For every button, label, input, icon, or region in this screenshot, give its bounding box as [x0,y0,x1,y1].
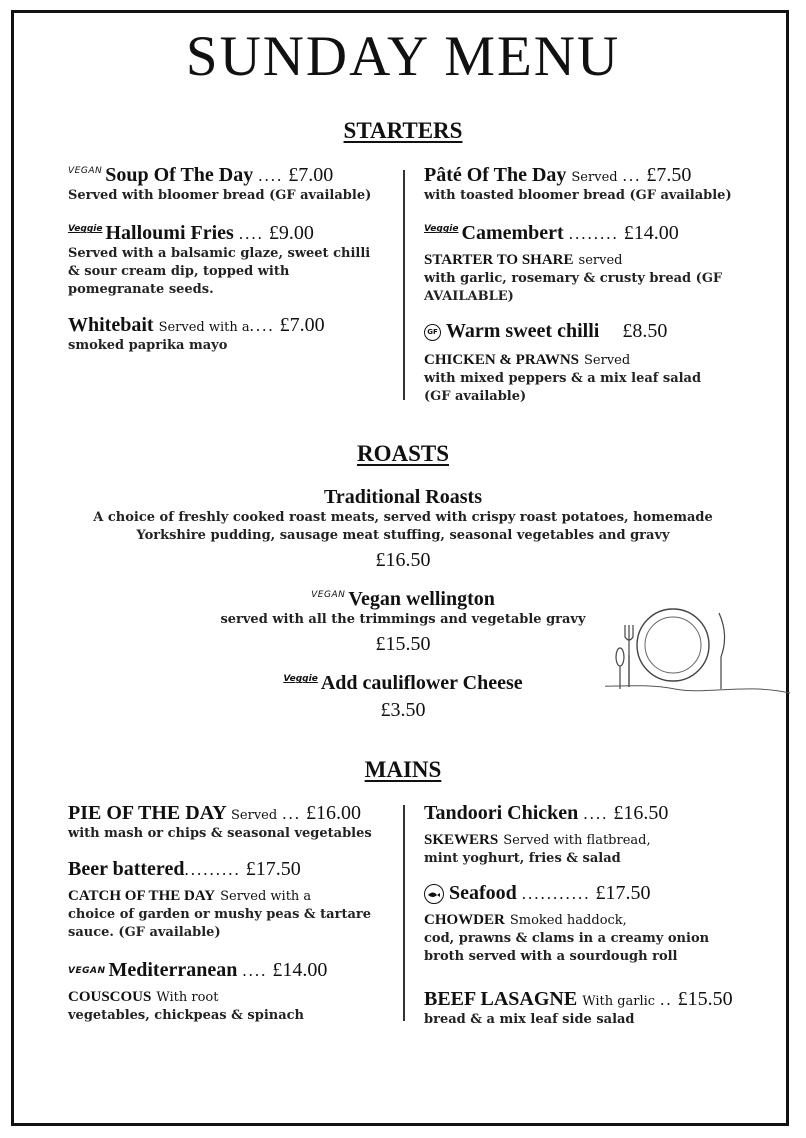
item-description: Served with a balsamic glaze, sweet chilli [68,246,371,261]
item-description: vegetables, chickpeas & spinach [68,1008,304,1023]
item-price: £16.00 [305,802,361,824]
item-price: £9.00 [268,222,314,244]
item-description: smoked paprika mayo [68,338,228,353]
item-description: with garlic, rosemary & crusty bread (GF [424,271,723,286]
item-name: Vegan wellington [348,588,495,610]
item-description: with mixed peppers & a mix leaf salad [424,371,702,386]
item-description: mint yoghurt, fries & salad [424,851,621,866]
item-description: Yorkshire pudding, sausage meat stuffing, seasonal vegetables and gravy [136,528,670,543]
item-name: Add cauliflower Cheese [320,672,523,694]
item-subname: STARTER TO SHARE [424,252,574,268]
item-name: Camembert [461,222,564,244]
section-heading-roasts: ROASTS [356,441,450,466]
item-description: served with all the trimmings and vegetable gravy [220,612,586,627]
menu-item-whitebait: Whitebait Served with a.... £7.00 smoked paprika mayo [68,314,388,355]
item-name: Mediterranean [108,959,238,981]
item-price: £8.50 [622,320,668,342]
item-price: £17.50 [595,882,651,904]
menu-item-seafood: Seafood ........... £17.50 CHOWDER Smoked haddock, cod, prawns & clams in a creamy onion broth served with a sourdough roll [424,882,744,966]
column-divider-starters [403,170,405,400]
item-subname: CHOWDER [424,912,505,928]
item-description: pomegranate seeds. [68,282,214,297]
item-description: cod, prawns & clams in a creamy onion [424,931,710,946]
menu-item-tandoori: Tandoori Chicken .... £16.50 SKEWERS Served with flatbread, mint yoghurt, fries & salad [424,802,744,868]
menu-item-camembert: Veggie Camembert ........ £14.00 STARTER TO SHARE served with garlic, rosemary & crusty bread (GF AVAILABLE) [424,222,744,306]
veggie-icon: Veggie [283,674,318,685]
item-description: with toasted bloomer bread (GF available) [424,188,732,203]
menu-item-pate: Pâté Of The Day Served ... £7.50 with toasted bloomer bread (GF available) [424,164,744,205]
section-heading-starters: STARTERS [343,118,463,143]
item-description: Served with bloomer bread (GF available) [68,188,372,203]
item-price: £7.00 [279,314,325,336]
item-description: choice of garden or mushy peas & tartare [68,907,371,922]
section-heading-mains: MAINS [364,757,442,782]
item-description: broth served with a sourdough roll [424,949,678,964]
item-name: Seafood [449,882,517,904]
menu-item-halloumi: Veggie Halloumi Fries .... £9.00 Served with a balsamic glaze, sweet chilli & sour cream dip, topped with pomegranate seeds. [68,222,388,299]
menu-item-chilli-chicken: GF Warm sweet chilli £8.50 CHICKEN & PRAWNS Served with mixed peppers & a mix leaf salad (GF available) [424,320,744,406]
item-price: £16.50 [613,802,669,824]
item-subname: CATCH OF THE DAY [68,888,216,904]
item-subname: COUSCOUS [68,989,152,1005]
item-name: Soup Of The Day [105,164,254,186]
item-description: (GF available) [424,389,527,404]
vegan-icon: VEGAN [68,166,103,177]
item-name: Beer battered [68,858,185,880]
vegan-icon: VEGAN [311,590,346,601]
item-description: bread & a mix leaf side salad [424,1012,635,1027]
item-description: & sour cream dip, topped with [68,264,290,279]
item-name: Pâté Of The Day [424,164,567,186]
item-price: £7.50 [646,164,692,186]
item-price: £14.00 [272,959,328,981]
menu-item-lasagne: BEEF LASAGNE With garlic .. £15.50 bread & a mix leaf side salad [424,988,744,1029]
item-name: Traditional Roasts [324,486,482,508]
veggie-icon: Veggie [68,224,103,235]
item-name: Halloumi Fries [105,222,234,244]
item-price: £15.50 [677,988,733,1010]
item-description: with mash or chips & seasonal vegetables [68,826,372,841]
plate-and-cutlery-icon [605,605,795,695]
item-name: Warm sweet chilli [446,320,600,342]
fish-icon [424,884,444,904]
vegan-icon: VEGAN [68,966,106,977]
item-name: BEEF LASAGNE [424,988,578,1010]
menu-item-pie: PIE OF THE DAY Served ... £16.00 with mash or chips & seasonal vegetables [68,802,398,843]
menu-item-soup: VEGAN Soup Of The Day .... £7.00 Served with bloomer bread (GF available) [68,164,388,205]
menu-item-mediterranean: VEGAN Mediterranean .... £14.00 COUSCOUS With root vegetables, chickpeas & spinach [68,959,398,1025]
item-subname: SKEWERS [424,832,499,848]
item-price: £17.50 [245,858,301,880]
item-description: AVAILABLE) [424,289,514,304]
item-price: £3.50 [380,699,426,721]
item-description: sauce. (GF available) [68,925,221,940]
menu-title: SUNDAY MENU [185,25,621,88]
item-name: Whitebait [68,314,154,336]
menu-item-beer-battered: Beer battered......... £17.50 CATCH OF THE DAY Served with a choice of garden or mushy peas & tartare sauce. (GF available) [68,858,398,942]
item-description: A choice of freshly cooked roast meats, served with crispy roast potatoes, homemade [93,510,713,525]
veggie-icon: Veggie [424,224,459,235]
gluten-free-icon: GF [424,324,441,341]
column-divider-mains [403,805,405,1021]
item-price: £15.50 [375,633,431,655]
item-price: £16.50 [375,549,431,571]
item-name: Tandoori Chicken [424,802,579,824]
item-subname: CHICKEN & PRAWNS [424,352,580,368]
item-price: £14.00 [623,222,679,244]
item-name: PIE OF THE DAY [68,802,226,824]
menu-item-traditional-roasts [0,486,806,572]
item-price: £7.00 [288,164,334,186]
